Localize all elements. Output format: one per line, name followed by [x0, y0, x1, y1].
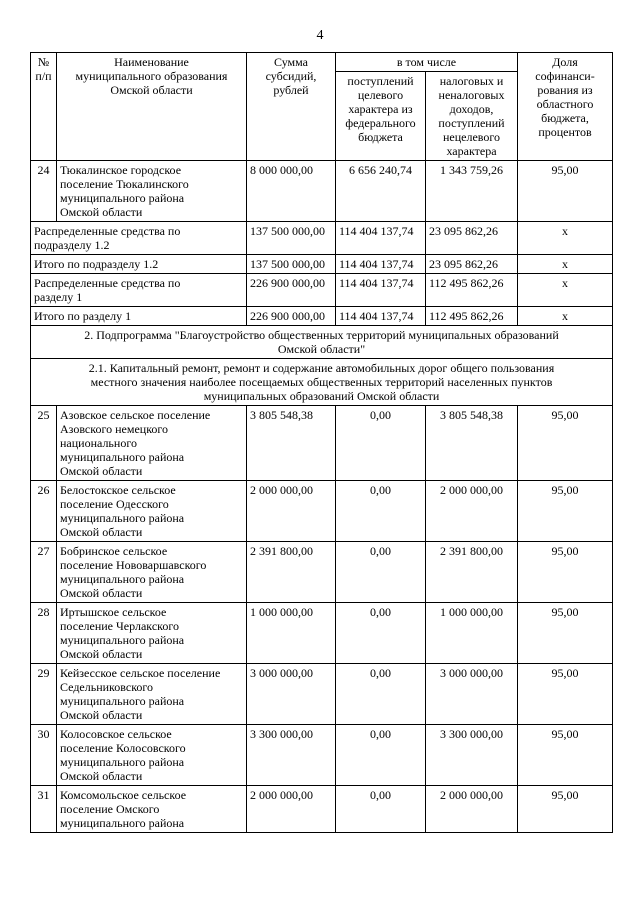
municipality-name: Азовское сельское поселение Азовского немецкого национального муниципального района Омской области	[57, 406, 247, 481]
municipality-name: Кейзесское сельское поселение Седельниковского муниципального района Омской области	[57, 664, 247, 725]
row-number: 26	[31, 481, 57, 542]
summary-label: Итого по подразделу 1.2	[31, 255, 247, 274]
summary-sum: 137 500 000,00	[247, 255, 336, 274]
summary-row	[31, 222, 613, 255]
tax-amount: 3 300 000,00	[426, 725, 518, 786]
summary-row	[31, 307, 613, 326]
summary-share: x	[518, 222, 613, 255]
summary-federal: 114 404 137,74	[336, 222, 426, 255]
summary-label: Распределенные средства по разделу 1	[31, 274, 247, 307]
page-number: 4	[316, 28, 324, 43]
subsidy-sum: 3 805 548,38	[247, 406, 336, 481]
federal-amount: 0,00	[336, 603, 426, 664]
header-tax: налоговых и неналоговых доходов, поступлений нецелевого характера	[426, 72, 518, 161]
cofinancing-share: 95,00	[518, 725, 613, 786]
table-row	[31, 161, 613, 222]
federal-amount: 0,00	[336, 725, 426, 786]
summary-federal: 114 404 137,74	[336, 274, 426, 307]
summary-row	[31, 255, 613, 274]
cofinancing-share: 95,00	[518, 161, 613, 222]
subsidy-sum: 1 000 000,00	[247, 603, 336, 664]
subsidy-sum: 2 000 000,00	[247, 481, 336, 542]
federal-amount: 0,00	[336, 664, 426, 725]
tax-amount: 2 000 000,00	[426, 481, 518, 542]
federal-amount: 6 656 240,74	[336, 161, 426, 222]
summary-tax: 112 495 862,26	[426, 274, 518, 307]
header-federal: поступлений целевого характера из федерального бюджета	[336, 72, 426, 161]
summary-share: x	[518, 274, 613, 307]
tax-amount: 1 000 000,00	[426, 603, 518, 664]
header-num: № п/п	[31, 53, 57, 161]
summary-label: Распределенные средства по подразделу 1.2	[31, 222, 247, 255]
municipality-name: Комсомольское сельское поселение Омского муниципального района	[57, 786, 247, 833]
federal-amount: 0,00	[336, 542, 426, 603]
summary-sum: 226 900 000,00	[247, 274, 336, 307]
summary-federal: 114 404 137,74	[336, 307, 426, 326]
municipality-name: Бобринское сельское поселение Нововаршавского муниципального района Омской области	[57, 542, 247, 603]
table-row	[31, 786, 613, 833]
tax-amount: 3 000 000,00	[426, 664, 518, 725]
tax-amount: 2 000 000,00	[426, 786, 518, 833]
subsidy-sum: 2 000 000,00	[247, 786, 336, 833]
subsection-title: 2.1. Капитальный ремонт, ремонт и содержание автомобильных дорог общего пользования местного значения наиболее посещаемых общественных территорий населенных пунктов муниципальных образований Омской области	[31, 359, 613, 406]
cofinancing-share: 95,00	[518, 406, 613, 481]
header-sum: Сумма субсидий, рублей	[247, 53, 336, 161]
table-row	[31, 603, 613, 664]
row-number: 24	[31, 161, 57, 222]
tax-amount: 2 391 800,00	[426, 542, 518, 603]
table-row	[31, 542, 613, 603]
summary-share: x	[518, 307, 613, 326]
row-number: 28	[31, 603, 57, 664]
header-including: в том числе	[336, 53, 518, 72]
table-row	[31, 725, 613, 786]
section-row	[31, 326, 613, 359]
table-row	[31, 481, 613, 542]
summary-row	[31, 274, 613, 307]
row-number: 30	[31, 725, 57, 786]
cofinancing-share: 95,00	[518, 786, 613, 833]
row-number: 25	[31, 406, 57, 481]
federal-amount: 0,00	[336, 481, 426, 542]
cofinancing-share: 95,00	[518, 481, 613, 542]
municipality-name: Белостокское сельское поселение Одесского муниципального района Омской области	[57, 481, 247, 542]
row-number: 27	[31, 542, 57, 603]
summary-tax: 112 495 862,26	[426, 307, 518, 326]
subsidy-sum: 3 300 000,00	[247, 725, 336, 786]
summary-tax: 23 095 862,26	[426, 222, 518, 255]
subsidy-sum: 3 000 000,00	[247, 664, 336, 725]
header-name: Наименование муниципального образования Омской области	[57, 53, 247, 161]
summary-federal: 114 404 137,74	[336, 255, 426, 274]
municipality-name: Тюкалинское городское поселение Тюкалинского муниципального района Омской области	[57, 161, 247, 222]
summary-label: Итого по разделу 1	[31, 307, 247, 326]
summary-share: x	[518, 255, 613, 274]
table-row	[31, 406, 613, 481]
federal-amount: 0,00	[336, 786, 426, 833]
table-row	[31, 664, 613, 725]
cofinancing-share: 95,00	[518, 664, 613, 725]
tax-amount: 1 343 759,26	[426, 161, 518, 222]
municipality-name: Иртышское сельское поселение Черлакского муниципального района Омской области	[57, 603, 247, 664]
header-share: Доля софинанси- рования из областного бюджета, процентов	[518, 53, 613, 161]
cofinancing-share: 95,00	[518, 542, 613, 603]
subsidy-sum: 8 000 000,00	[247, 161, 336, 222]
summary-sum: 226 900 000,00	[247, 307, 336, 326]
table-header-row	[31, 53, 613, 72]
cofinancing-share: 95,00	[518, 603, 613, 664]
subsection-row	[31, 359, 613, 406]
row-number: 31	[31, 786, 57, 833]
subsidy-table	[30, 52, 613, 833]
summary-sum: 137 500 000,00	[247, 222, 336, 255]
municipality-name: Колосовское сельское поселение Колосовского муниципального района Омской области	[57, 725, 247, 786]
summary-tax: 23 095 862,26	[426, 255, 518, 274]
federal-amount: 0,00	[336, 406, 426, 481]
tax-amount: 3 805 548,38	[426, 406, 518, 481]
section-title: 2. Подпрограмма "Благоустройство общественных территорий муниципальных образований Омской области"	[31, 326, 613, 359]
row-number: 29	[31, 664, 57, 725]
subsidy-sum: 2 391 800,00	[247, 542, 336, 603]
